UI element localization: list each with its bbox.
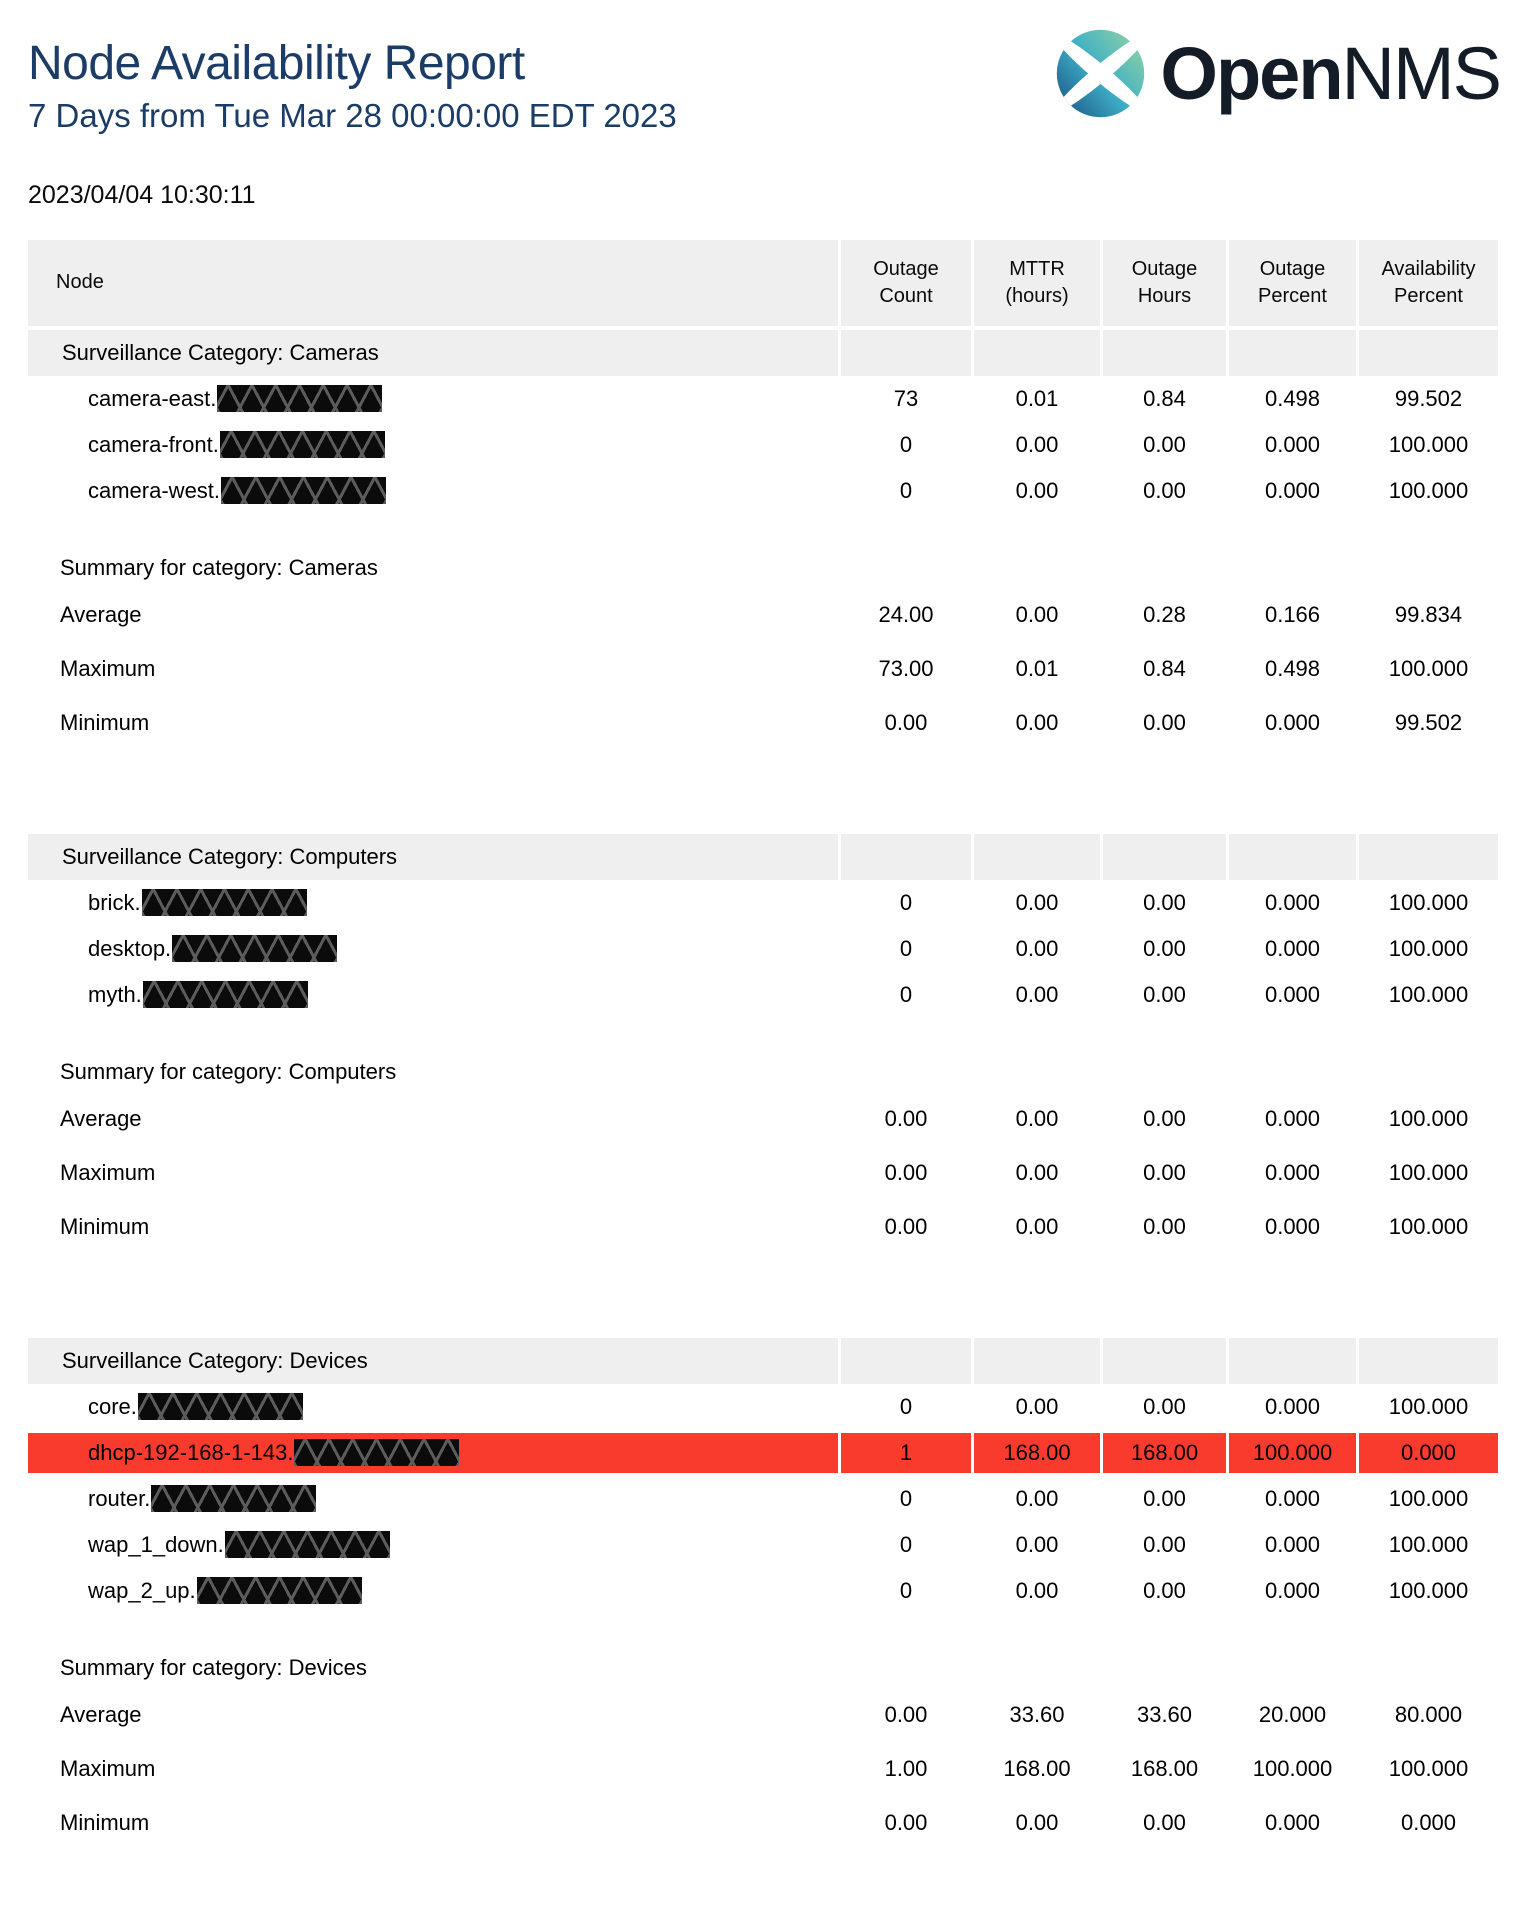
- band-cell-spacer: [1229, 330, 1356, 376]
- mttr-value: 168.00: [974, 1433, 1100, 1473]
- availability-percent-value: 80.000: [1394, 1701, 1463, 1727]
- band-cell-spacer: [1359, 330, 1498, 376]
- band-cell-spacer: [1359, 1338, 1498, 1384]
- mttr-value: 0.01: [974, 376, 1100, 422]
- outage-percent-value: 100.000: [1252, 1755, 1333, 1781]
- band-cell-spacer: [974, 834, 1100, 880]
- mttr-value: 168.00: [1003, 1755, 1071, 1781]
- mttr-value: 0.00: [1015, 1213, 1059, 1239]
- availability-percent-value: 99.834: [1394, 601, 1463, 627]
- node-name: brick.: [88, 889, 141, 915]
- brand-open: Open: [1160, 31, 1342, 115]
- outage-percent-value: 0.498: [1264, 655, 1321, 681]
- mttr-value: 0.00: [1015, 1105, 1059, 1131]
- outage-percent-value: 0.000: [1229, 972, 1356, 1018]
- availability-percent-value: 100.000: [1359, 1568, 1498, 1614]
- summary-label: Summary for category: Computers: [60, 1058, 397, 1084]
- node-name: wap_2_up.: [88, 1577, 196, 1603]
- summary-row: [28, 1092, 1498, 1146]
- outage-percent-value: 0.166: [1264, 601, 1321, 627]
- outage-percent-value: 20.000: [1258, 1701, 1327, 1727]
- node-name: camera-west.: [88, 477, 221, 503]
- outage-count-value: 0.00: [884, 709, 928, 735]
- report-masthead: [0, 0, 1526, 210]
- mttr-value: 0.00: [974, 1384, 1100, 1430]
- brand-wordmark: [1160, 31, 1500, 115]
- outage-hours-value: 0.00: [1103, 1476, 1226, 1522]
- node-name: myth.: [88, 981, 142, 1007]
- availability-percent-value: 99.502: [1394, 709, 1463, 735]
- outage-count-value: 73.00: [878, 655, 934, 681]
- availability-percent-value: 100.000: [1388, 1105, 1469, 1131]
- band-cell-spacer: [1103, 330, 1226, 376]
- outage-count-value: 24.00: [878, 601, 934, 627]
- summary-stat-label: Average: [60, 601, 142, 627]
- availability-percent-value: 0.000: [1400, 1809, 1457, 1835]
- outage-hours-value: 0.00: [1143, 1809, 1186, 1835]
- node-row: [28, 1384, 1498, 1430]
- summary-stat-label: Average: [60, 1701, 142, 1727]
- node-row: [28, 972, 1498, 1018]
- outage-hours-value: 0.28: [1143, 601, 1186, 627]
- availability-percent-value: 100.000: [1359, 1384, 1498, 1430]
- band-cell-spacer: [1103, 834, 1226, 880]
- outage-hours-value: 0.00: [1143, 709, 1186, 735]
- outage-percent-value: 0.000: [1264, 709, 1321, 735]
- availability-percent-value: 100.000: [1388, 1159, 1469, 1185]
- redaction-box: [197, 1577, 362, 1604]
- mttr-value: 33.60: [1009, 1701, 1065, 1727]
- redaction-box: [220, 431, 385, 458]
- availability-percent-value: 100.000: [1359, 926, 1498, 972]
- node-row: [28, 1476, 1498, 1522]
- outage-percent-value: 0.000: [1229, 1568, 1356, 1614]
- summary-row: [28, 1146, 1498, 1200]
- redaction-box: [221, 477, 386, 504]
- outage-hours-value: 0.00: [1103, 422, 1226, 468]
- summary-label-row: [28, 548, 1498, 588]
- page-title: Node Availability Report: [28, 37, 525, 90]
- column-header-node: Node: [28, 240, 838, 326]
- summary-stat-label: Maximum: [60, 1755, 156, 1781]
- column-header-outage-count: Outage Count: [841, 240, 971, 326]
- outage-count-value: 0: [841, 1522, 971, 1568]
- mttr-value: 0.01: [1015, 655, 1059, 681]
- outage-count-value: 0: [841, 972, 971, 1018]
- band-cell-spacer: [974, 330, 1100, 376]
- category-header-row: [28, 1338, 1498, 1384]
- node-name: router.: [88, 1485, 151, 1511]
- outage-count-value: 1.00: [884, 1755, 928, 1781]
- summary-row: [28, 642, 1498, 696]
- mttr-value: 0.00: [1015, 1809, 1059, 1835]
- node-row-outage-alert: [28, 1433, 1498, 1473]
- band-cell-spacer: [1229, 834, 1356, 880]
- outage-count-value: 0.00: [884, 1105, 928, 1131]
- outage-hours-value: 0.00: [1103, 468, 1226, 514]
- summary-stat-label: Minimum: [60, 1809, 150, 1835]
- mttr-value: 0.00: [974, 880, 1100, 926]
- mttr-value: 0.00: [1015, 709, 1059, 735]
- outage-hours-value: 168.00: [1130, 1755, 1199, 1781]
- outage-hours-value: 0.00: [1103, 926, 1226, 972]
- summary-label-row: [28, 1648, 1498, 1688]
- node-name: desktop.: [88, 935, 172, 961]
- summary-row: [28, 1742, 1498, 1796]
- outage-percent-value: 0.000: [1264, 1213, 1321, 1239]
- availability-percent-value: 100.000: [1388, 655, 1469, 681]
- outage-hours-value: 0.84: [1103, 376, 1226, 422]
- availability-table: [28, 240, 1498, 1850]
- node-name: wap_1_down.: [88, 1531, 224, 1557]
- outage-count-value: 1: [841, 1433, 971, 1473]
- mttr-value: 0.00: [1015, 1159, 1059, 1185]
- mttr-value: 0.00: [974, 926, 1100, 972]
- redaction-box: [217, 385, 382, 412]
- outage-hours-value: 0.84: [1143, 655, 1186, 681]
- availability-percent-value: 0.000: [1359, 1433, 1498, 1473]
- outage-count-value: 0: [841, 926, 971, 972]
- band-cell-spacer: [841, 834, 971, 880]
- availability-percent-value: 99.502: [1359, 376, 1498, 422]
- outage-hours-value: 168.00: [1103, 1433, 1226, 1473]
- availability-percent-value: 100.000: [1359, 972, 1498, 1018]
- outage-hours-value: 0.00: [1103, 880, 1226, 926]
- redaction-box: [142, 889, 307, 916]
- node-row: [28, 1568, 1498, 1614]
- redaction-box: [294, 1439, 459, 1466]
- summary-stat-label: Maximum: [60, 1159, 156, 1185]
- band-cell-spacer: [1103, 1338, 1226, 1384]
- redaction-box: [151, 1485, 316, 1512]
- mttr-value: 0.00: [974, 1568, 1100, 1614]
- band-cell-spacer: [841, 330, 971, 376]
- node-row: [28, 880, 1498, 926]
- mttr-value: 0.00: [974, 468, 1100, 514]
- outage-count-value: 0.00: [884, 1809, 928, 1835]
- outage-percent-value: 0.000: [1229, 926, 1356, 972]
- outage-percent-value: 0.000: [1264, 1809, 1321, 1835]
- outage-percent-value: 0.000: [1229, 422, 1356, 468]
- availability-percent-value: 100.000: [1359, 1522, 1498, 1568]
- outage-hours-value: 33.60: [1136, 1701, 1193, 1727]
- outage-count-value: 0: [841, 880, 971, 926]
- node-row: [28, 468, 1498, 514]
- category-label: Surveillance Category: Computers: [28, 834, 838, 880]
- node-row: [28, 376, 1498, 422]
- summary-row: [28, 1688, 1498, 1742]
- category-header-row: [28, 834, 1498, 880]
- mttr-value: 0.00: [974, 422, 1100, 468]
- outage-count-value: 0: [841, 1384, 971, 1430]
- availability-percent-value: 100.000: [1359, 880, 1498, 926]
- summary-label: Summary for category: Cameras: [60, 554, 378, 580]
- outage-count-value: 0.00: [884, 1159, 928, 1185]
- redaction-box: [143, 981, 308, 1008]
- summary-row: [28, 588, 1498, 642]
- outage-percent-value: 0.000: [1229, 468, 1356, 514]
- redaction-box: [138, 1393, 303, 1420]
- outage-count-value: 73: [841, 376, 971, 422]
- summary-row: [28, 1200, 1498, 1254]
- opennms-logo: [1053, 26, 1500, 121]
- node-name: core.: [88, 1393, 137, 1419]
- section-devices: [28, 1338, 1498, 1850]
- outage-hours-value: 0.00: [1143, 1105, 1186, 1131]
- outage-hours-value: 0.00: [1143, 1159, 1186, 1185]
- outage-percent-value: 0.000: [1264, 1159, 1321, 1185]
- section-computers: [28, 834, 1498, 1254]
- mttr-value: 0.00: [974, 1476, 1100, 1522]
- availability-percent-value: 100.000: [1359, 1476, 1498, 1522]
- summary-row: [28, 696, 1498, 750]
- outage-count-value: 0.00: [884, 1701, 928, 1727]
- band-cell-spacer: [1359, 834, 1498, 880]
- outage-count-value: 0: [841, 468, 971, 514]
- node-row: [28, 1522, 1498, 1568]
- category-header-row: [28, 330, 1498, 376]
- node-name: camera-front.: [88, 431, 219, 457]
- node-row: [28, 422, 1498, 468]
- summary-row: [28, 1796, 1498, 1850]
- column-header-availability-percent: Availability Percent: [1359, 240, 1498, 326]
- node-name: dhcp-192-168-1-143.: [88, 1439, 294, 1465]
- opennms-globe-icon: [1053, 26, 1148, 121]
- outage-hours-value: 0.00: [1103, 1568, 1226, 1614]
- summary-stat-label: Average: [60, 1105, 142, 1131]
- summary-label: Summary for category: Devices: [60, 1654, 367, 1680]
- category-label: Surveillance Category: Devices: [28, 1338, 838, 1384]
- outage-count-value: 0: [841, 1568, 971, 1614]
- summary-label-row: [28, 1052, 1498, 1092]
- outage-percent-value: 0.000: [1229, 1476, 1356, 1522]
- redaction-box: [172, 935, 337, 962]
- summary-stat-label: Minimum: [60, 709, 150, 735]
- column-header-mttr: MTTR (hours): [974, 240, 1100, 326]
- mttr-value: 0.00: [1015, 601, 1059, 627]
- column-header-outage-percent: Outage Percent: [1229, 240, 1356, 326]
- availability-percent-value: 100.000: [1359, 422, 1498, 468]
- table-header-row: [28, 240, 1498, 326]
- outage-hours-value: 0.00: [1103, 1522, 1226, 1568]
- node-row: [28, 926, 1498, 972]
- outage-percent-value: 100.000: [1229, 1433, 1356, 1473]
- availability-percent-value: 100.000: [1359, 468, 1498, 514]
- mttr-value: 0.00: [974, 1522, 1100, 1568]
- generated-timestamp: 2023/04/04 10:30:11: [28, 180, 256, 209]
- outage-hours-value: 0.00: [1143, 1213, 1186, 1239]
- outage-count-value: 0: [841, 422, 971, 468]
- brand-nms: NMS: [1341, 31, 1500, 115]
- redaction-box: [225, 1531, 390, 1558]
- outage-percent-value: 0.498: [1229, 376, 1356, 422]
- mttr-value: 0.00: [974, 972, 1100, 1018]
- availability-percent-value: 100.000: [1388, 1755, 1469, 1781]
- summary-stat-label: Maximum: [60, 655, 156, 681]
- outage-count-value: 0.00: [884, 1213, 928, 1239]
- band-cell-spacer: [974, 1338, 1100, 1384]
- outage-percent-value: 0.000: [1229, 1522, 1356, 1568]
- page-subtitle: 7 Days from Tue Mar 28 00:00:00 EDT 2023: [28, 96, 677, 134]
- availability-percent-value: 100.000: [1388, 1213, 1469, 1239]
- summary-stat-label: Minimum: [60, 1213, 150, 1239]
- category-label: Surveillance Category: Cameras: [28, 330, 838, 376]
- band-cell-spacer: [841, 1338, 971, 1384]
- outage-percent-value: 0.000: [1229, 1384, 1356, 1430]
- outage-hours-value: 0.00: [1103, 972, 1226, 1018]
- outage-hours-value: 0.00: [1103, 1384, 1226, 1430]
- outage-percent-value: 0.000: [1264, 1105, 1321, 1131]
- section-cameras: [28, 330, 1498, 750]
- column-header-outage-hours: Outage Hours: [1103, 240, 1226, 326]
- outage-count-value: 0: [841, 1476, 971, 1522]
- outage-percent-value: 0.000: [1229, 880, 1356, 926]
- node-name: camera-east.: [88, 385, 217, 411]
- band-cell-spacer: [1229, 1338, 1356, 1384]
